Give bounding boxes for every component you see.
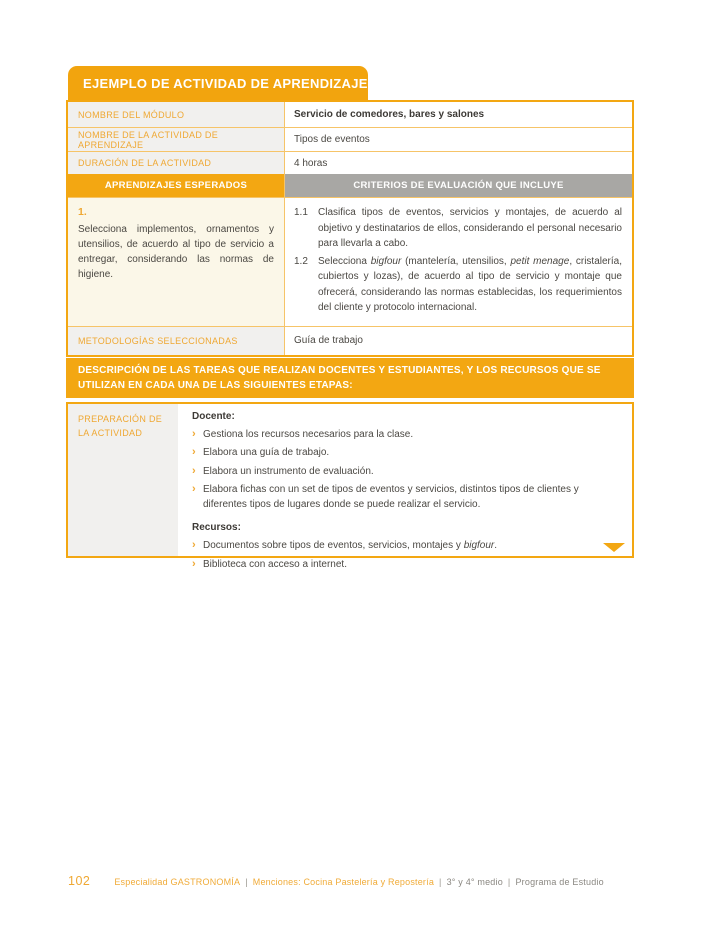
prep-section-heading: Recursos: — [192, 522, 241, 534]
expected-learning-header: APRENDIZAJES ESPERADOS — [68, 174, 285, 197]
bullet-text — [203, 445, 618, 460]
prep-section-heading: Docente: — [192, 411, 235, 422]
text-segment: Elabora fichas con un set de tipos de eventos y servicios, distintos tipos de clientes y diferentes tipos de lugares donde se puede realizar el servicio. — [203, 484, 579, 511]
preparation-content — [178, 404, 632, 570]
info-row — [68, 152, 632, 174]
page-footer — [68, 874, 668, 888]
bullet-item — [192, 482, 618, 512]
text-segment: petit menage — [510, 255, 570, 267]
info-row — [68, 128, 632, 152]
activity-title-tab — [68, 66, 368, 100]
row-label: DURACIÓN DE LA ACTIVIDAD — [68, 152, 285, 174]
text-segment: Biblioteca con acceso a internet. — [203, 558, 347, 570]
bullet-item — [192, 538, 618, 553]
text-segment: Elabora una guía de trabajo. — [203, 447, 330, 459]
criterion-number: 1.1 — [294, 207, 308, 218]
footer-separator: | — [439, 877, 442, 887]
row-value: Servicio de comedores, bares y salones — [294, 109, 485, 120]
criteria-list — [285, 198, 632, 326]
text-segment: Clasifica tipos de eventos, servicios y montajes, de acuerdo al objetivo y destinatarios de ellos, considerando el personal necesario para llevarla a cabo. — [318, 207, 622, 249]
text-segment: Elabora un instrumento de evaluación. — [203, 465, 374, 477]
preparation-sections — [192, 411, 618, 572]
footer-segment: Menciones: Cocina Pastelería y Repostería — [252, 877, 435, 887]
activity-info-table — [66, 100, 634, 357]
row-value: 4 horas — [294, 157, 328, 169]
text-segment: , cristalería, cubiertos y lozas), de acuerdo al tipo de servicio y montaje que ofrecerá, considerando las normas establecidas, los requerimientos del cliente y protocolo internacional. — [318, 255, 622, 313]
bullet-text — [203, 538, 618, 553]
text-segment: bigfour — [370, 255, 402, 267]
chevron-bullet-icon: › — [192, 557, 196, 570]
bullet-text — [203, 464, 618, 479]
footer-segment: Especialidad GASTRONOMÍA — [114, 877, 241, 887]
footer-separator: | — [507, 877, 511, 887]
info-rows-group — [68, 102, 632, 174]
bullet-item — [192, 557, 618, 572]
preparation-table — [66, 402, 634, 570]
criterion-text — [318, 254, 622, 316]
row-label: NOMBRE DEL MÓDULO — [68, 102, 285, 127]
row-value: Tipos de eventos — [294, 134, 370, 145]
info-row — [68, 102, 632, 128]
text-segment: Selecciona — [318, 255, 371, 267]
text-segment: bigfour — [463, 540, 495, 552]
bullet-item — [192, 464, 618, 479]
chevron-bullet-icon: › — [192, 428, 196, 440]
expected-learning-cell — [68, 198, 285, 326]
text-segment: . — [494, 540, 498, 552]
chevron-bullet-icon: › — [192, 464, 196, 477]
section-header-row — [68, 174, 632, 198]
footer-segment: Programa de Estudio — [515, 877, 604, 887]
expected-learning-text: Selecciona implementos, ornamentos y utensilios, de acuerdo al tipo de servicio a entregar, considerando las normas de higiene. — [78, 223, 274, 280]
footer-segment: 3° y 4° medio — [446, 877, 503, 887]
chevron-bullet-icon: › — [192, 446, 196, 459]
page-number: 102 — [68, 874, 91, 888]
methodology-row — [68, 327, 632, 355]
text-segment: Gestiona los recursos necesarios para la clase. — [203, 429, 414, 440]
criterion-text — [318, 205, 622, 252]
bullet-item — [192, 427, 618, 442]
preparation-label: PREPARACIÓN DE LA ACTIVIDAD — [68, 404, 178, 556]
criterion-number: 1.2 — [294, 255, 308, 267]
row-label: NOMBRE DE LA ACTIVIDAD DE APRENDIZAJE — [68, 128, 285, 151]
expected-learning-number: 1. — [78, 206, 87, 218]
footer-separator: | — [245, 877, 248, 887]
methodology-value: Guía de trabajo — [294, 335, 363, 346]
learning-content-row — [68, 198, 632, 327]
footer-text — [114, 877, 603, 887]
criterion-item — [294, 254, 622, 316]
chevron-bullet-icon: › — [192, 483, 196, 496]
activity-title-label: EJEMPLO DE ACTIVIDAD DE APRENDIZAJE — [83, 75, 368, 91]
description-banner: DESCRIPCIÓN DE LAS TAREAS QUE REALIZAN DOCENTES Y ESTUDIANTES, Y LOS RECURSOS QUE SE UTILIZAN EN CADA UNA DE LAS SIGUIENTES ETAPAS: — [66, 358, 634, 398]
text-segment: (mantelería, utensilios, — [401, 255, 511, 267]
bullet-text — [203, 427, 618, 442]
bullet-item — [192, 445, 618, 460]
bullet-text — [203, 482, 618, 512]
bullet-text — [203, 557, 618, 572]
evaluation-criteria-header: CRITERIOS DE EVALUACIÓN QUE INCLUYE — [285, 174, 632, 197]
criterion-item — [294, 205, 622, 252]
chevron-bullet-icon: › — [192, 539, 196, 552]
text-segment: Documentos sobre tipos de eventos, servicios, montajes y — [203, 540, 464, 552]
methodology-label: METODOLOGÍAS SELECCIONADAS — [68, 327, 285, 355]
continuation-triangle-icon — [603, 543, 625, 552]
